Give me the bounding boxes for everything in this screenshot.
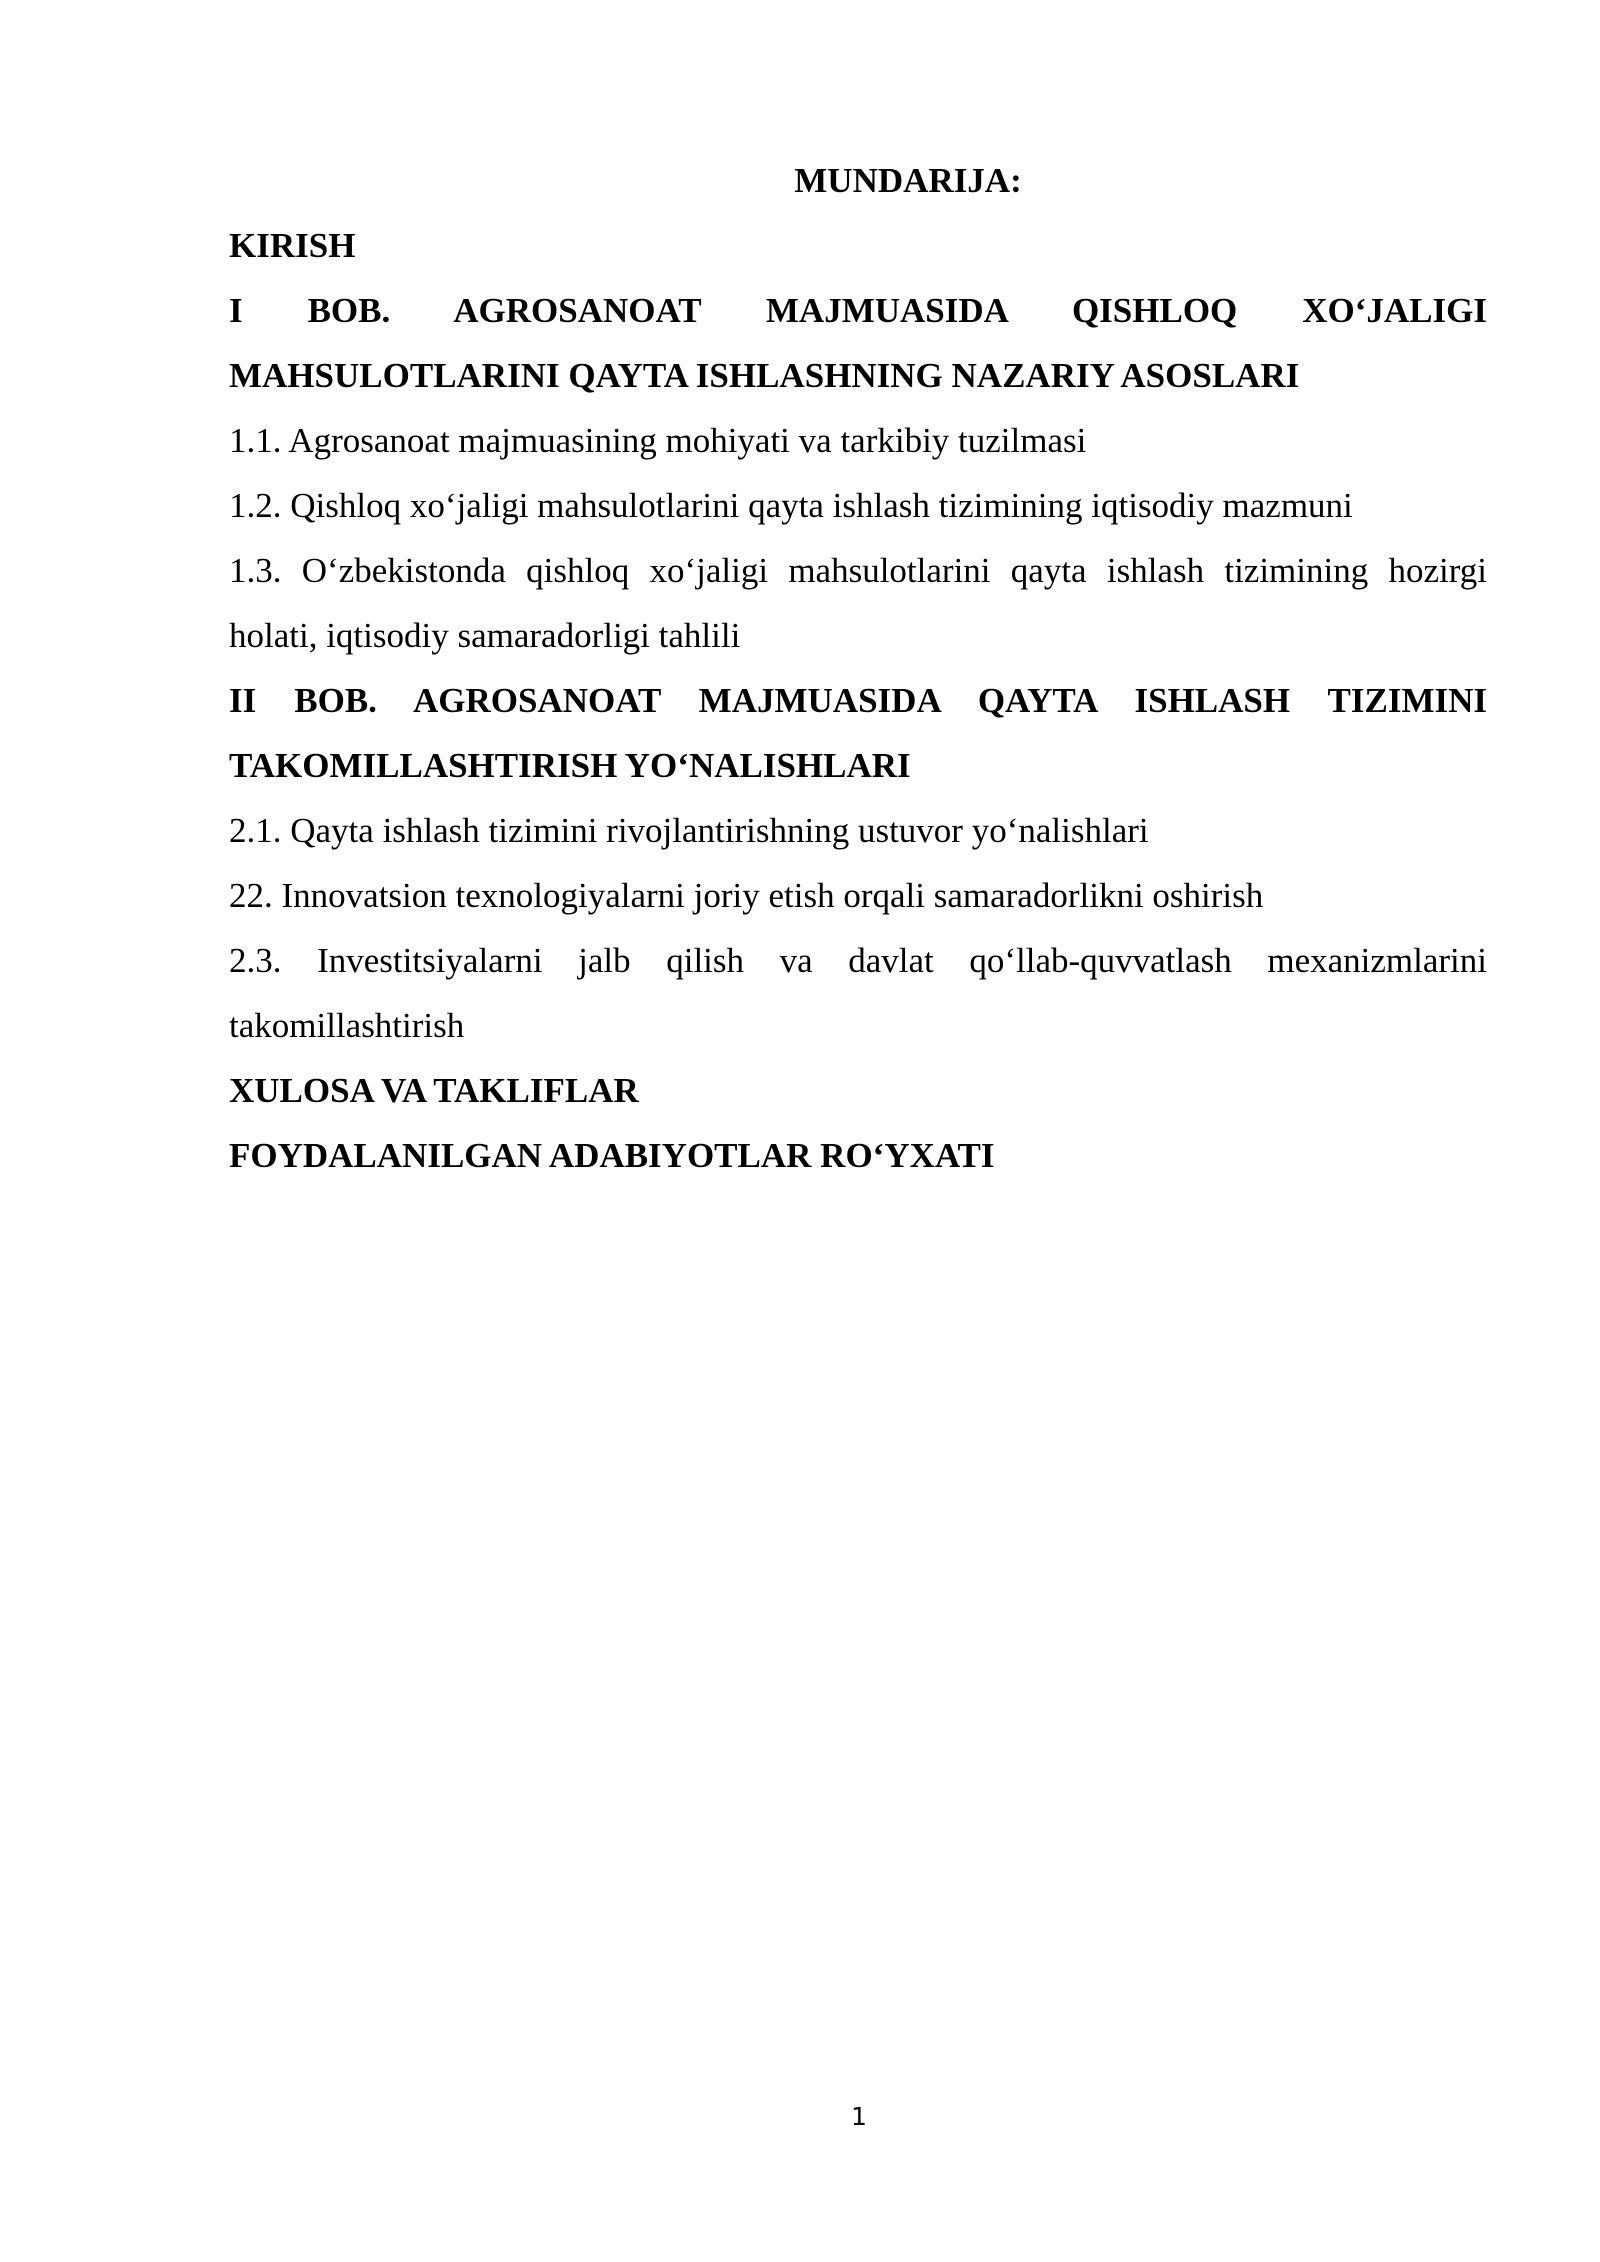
table-of-contents	[229, 148, 1487, 1188]
toc-entry-conclusion: XULOSA VA TAKLIFLAR	[229, 1071, 639, 1110]
toc-entry-section-1-3: 1.3. O‘zbekistonda qishloq xo‘jaligi mahsulotlarini qayta ishlash tizimining hozirgi holati, iqtisodiy samaradorligi tahlili	[229, 551, 1487, 655]
page-number: 1	[851, 2102, 867, 2131]
toc-entry-references: FOYDALANILGAN ADABIYOTLAR RO‘YXATI	[229, 1136, 995, 1175]
toc-entry-section-2-1: 2.1. Qayta ishlash tizimini rivojlantirishning ustuvor yo‘nalishlari	[229, 811, 1149, 850]
toc-entry-chapter-2: II BOB. AGROSANOAT MAJMUASIDA QAYTA ISHLASH TIZIMINI TAKOMILLASHTIRISH YO‘NALISHLARI	[229, 681, 1487, 785]
toc-entry-section-1-1: 1.1. Agrosanoat majmuasining mohiyati va tarkibiy tuzilmasi	[229, 421, 1087, 460]
toc-entry-section-2-2: 22. Innovatsion texnologiyalarni joriy etish orqali samaradorlikni oshirish	[229, 876, 1264, 915]
toc-title: MUNDARIJA:	[794, 161, 1022, 200]
toc-entry-section-1-2: 1.2. Qishloq xo‘jaligi mahsulotlarini qayta ishlash tizimining iqtisodiy mazmuni	[229, 486, 1353, 525]
toc-entry-introduction: KIRISH	[229, 226, 356, 265]
toc-entry-section-2-3: 2.3. Investitsiyalarni jalb qilish va davlat qo‘llab-quvvatlash mexanizmlarini takomillashtirish	[229, 941, 1487, 1045]
toc-entry-chapter-1: I BOB. AGROSANOAT MAJMUASIDA QISHLOQ XO‘JALIGI MAHSULOTLARINI QAYTA ISHLASHNING NAZARIY ASOSLARI	[229, 291, 1487, 395]
